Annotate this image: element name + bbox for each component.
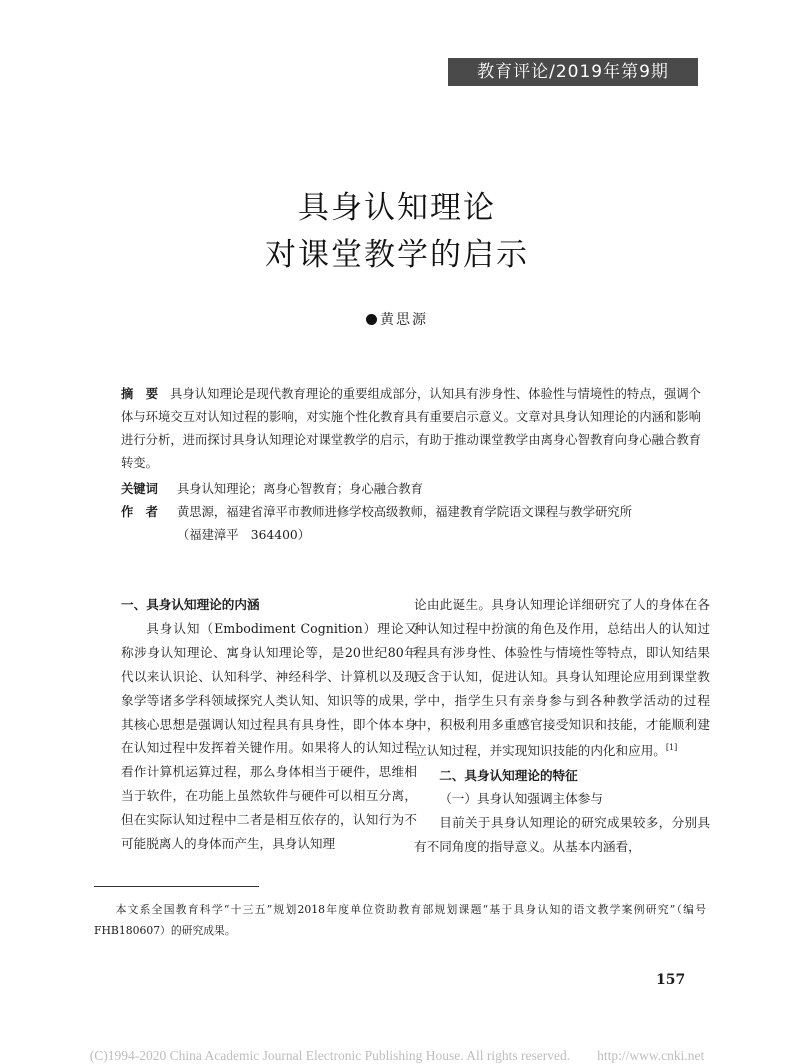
author-info-row [121,501,632,524]
page-number: 157 [656,972,686,988]
author-info-line2: （福建漳平 364400） [177,528,311,542]
author-line [0,309,794,329]
right-paragraph1-text: 论由此诞生。具身认知理论详细研究了人的身体在各种认知过程中扮演的角色及作用，总结出人的认知过程具有涉身性、体验性与情境性等特点，即认知结果反含于认知，促进认知。具身认知理论应用到课堂教学中，指学生只有亲身参与到各种教学活动的过程中，积极利用多重感官接受知识和技能，才能顺利建立认知过程，并实现知识技能的内化和应用。 [414,597,710,759]
right-paragraph1 [414,593,710,764]
keywords-text: 具身认知理论；离身心智教育；身心融合教育 [177,482,423,496]
section1-heading: 一、具身认知理论的内涵 [121,597,260,612]
journal-issue-badge: 教育评论/2019年第9期 [448,58,698,86]
citation-mark: [1] [665,743,678,753]
author-info-label: 作 者 [121,505,158,519]
subsection1-heading: （一）具身认知强调主体参与 [439,791,603,807]
abstract [121,383,701,475]
keywords-row [121,478,423,501]
left-column [121,593,417,856]
bullet-dot-icon [366,314,377,325]
footnote: 本文系全国教育科学“十三五”规划2018年度单位资助教育部规划课题“基于具身认知的语文教学案例研究”（编号FHB180607）的研究成果。 [94,903,706,937]
section2-heading: 二、具身认知理论的特征 [439,767,578,783]
copyright-line: (C)1994-2020 China Academic Journal Electronic Publishing House. All rights reserved. http://www.cnki.net [89,1048,705,1063]
right-paragraph2: 目前关于具身认知理论的研究成果较多，分别具有不同角度的指导意义。从基本内涵看， [414,815,710,855]
abstract-label: 摘 要 [121,387,159,401]
author-name: 黄思源 [380,312,428,328]
author-info-line1: 黄思源，福建省漳平市教师进修学校高级教师，福建教育学院语文课程与教学研究所 [177,505,632,519]
footnote-rule [94,886,259,887]
article-title-line2: 对课堂教学的启示 [265,237,529,273]
left-paragraph: 具身认知（Embodiment Cognition）理论又称涉身认知理论、寓身认知理论等，是20世纪80年代以来认识论、认知科学、神经科学、计算机以及现象学等诸多学科领域探究人类认知、知识等的成果，其核心思想是强调认知过程具有具身性，即个体本身在认知过程中发挥着关键作用。如果将人的认知过程看作计算机运算过程，那么身体相当于硬件，思维相当于软件，在功能上虽然软件与硬件可以相互分离，但在实际认知过程中二者是相互依存的，认知行为不可能脱离人的身体而产生，具身认知理 [121,620,417,852]
right-column [414,593,710,859]
keywords-label: 关键词 [121,482,158,496]
abstract-text: 具身认知理论是现代教育理论的重要组成部分，认知具有涉身性、体验性与情境性的特点，强调个体与环境交互对认知过程的影响，对实施个性化教育具有重要启示意义。文章对具身认知理论的内涵和影响进行分析，进而探讨具身认知理论对课堂教学的启示，有助于推动课堂教学由离身心智教育向身心融合教育转变。 [121,387,701,470]
article-title-line1: 具身认知理论 [298,190,496,226]
